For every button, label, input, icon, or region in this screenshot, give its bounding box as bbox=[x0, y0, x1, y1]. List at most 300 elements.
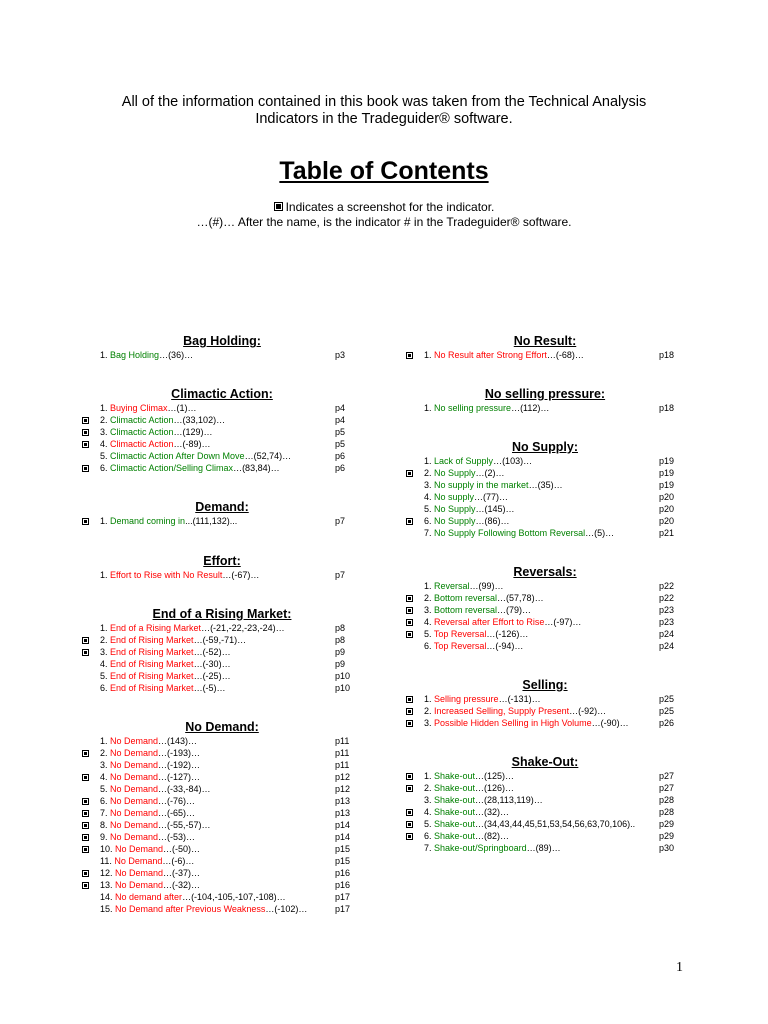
toc-entry-indicator-number: …(112)… bbox=[511, 403, 550, 413]
toc-entry-title bbox=[424, 830, 509, 842]
toc-entry-page: p4 bbox=[335, 403, 346, 413]
section-heading: No Result: bbox=[513, 334, 577, 348]
toc-entry-title bbox=[100, 569, 259, 581]
toc-entry-page: p5 bbox=[335, 427, 346, 437]
toc-entry-title bbox=[100, 450, 291, 462]
toc-entry-name: Climactic Action After Down Move bbox=[110, 451, 245, 461]
toc-entry-page: p20 bbox=[659, 492, 675, 502]
toc-entry-indicator-number: …(-97)… bbox=[544, 617, 582, 627]
toc-entry-number: 4. bbox=[424, 492, 435, 502]
toc-entry-name: No Demand after Previous Weakness bbox=[115, 904, 266, 914]
toc-entry-indicator-number: …(-33,-84)… bbox=[158, 784, 211, 794]
screenshot-bullet-icon bbox=[82, 810, 89, 817]
section-heading: Bag Holding: bbox=[183, 334, 261, 348]
toc-entry-name: Bag Holding bbox=[110, 350, 160, 360]
toc-entry-number: 8. bbox=[100, 820, 111, 830]
toc-entry-number: 2. bbox=[424, 783, 435, 793]
toc-entry-page: p9 bbox=[335, 659, 346, 669]
toc-entry-number: 1. bbox=[100, 623, 111, 633]
toc-entry-name: End of Rising Market bbox=[110, 635, 194, 645]
toc-entry-name: Reversal after Effort to Rise bbox=[434, 617, 545, 627]
screenshot-bullet-icon bbox=[82, 441, 89, 448]
toc-entry-indicator-number: …(32)… bbox=[475, 807, 510, 817]
toc-entry-title bbox=[100, 349, 193, 361]
toc-entry-name: No Supply Following Bottom Reversal bbox=[434, 528, 586, 538]
toc-entry-title bbox=[424, 349, 584, 361]
toc-entry-indicator-number: …(82)… bbox=[475, 831, 510, 841]
toc-entry-indicator-number: …(-55,-57)… bbox=[158, 820, 211, 830]
toc-entry-page: p28 bbox=[659, 807, 675, 817]
toc-entry-title bbox=[100, 819, 211, 831]
toc-entry-page: p15 bbox=[335, 856, 351, 866]
toc-entry-number: 1. bbox=[424, 403, 435, 413]
toc-entry-title bbox=[424, 616, 581, 628]
toc-entry-indicator-number: …(83,84)… bbox=[233, 463, 280, 473]
screenshot-bullet-icon bbox=[406, 809, 413, 816]
toc-entry-indicator-number: …(57,78)… bbox=[497, 593, 544, 603]
toc-entry-title bbox=[424, 515, 510, 527]
intro-line-2: Indicators in the Tradeguider® software. bbox=[255, 111, 513, 127]
toc-entry-number: 7. bbox=[100, 808, 111, 818]
toc-entry-number: 2. bbox=[100, 748, 111, 758]
toc-entry-title bbox=[424, 794, 543, 806]
toc-entry-number: 6. bbox=[100, 463, 111, 473]
toc-entry-title bbox=[100, 426, 213, 438]
toc-entry-number: 1. bbox=[100, 403, 111, 413]
toc-entry-indicator-number: …(-5)… bbox=[193, 683, 226, 693]
section-heading: No selling pressure: bbox=[484, 387, 606, 401]
toc-entry-name: No Demand bbox=[110, 736, 159, 746]
toc-entry-indicator-number: …(-59,-71)… bbox=[193, 635, 247, 645]
toc-entry-page: p19 bbox=[659, 480, 675, 490]
toc-entry-number: 2. bbox=[424, 593, 435, 603]
legend-text-1: Indicates a screenshot for the indicator. bbox=[285, 200, 495, 214]
toc-entry-page: p19 bbox=[659, 456, 675, 466]
toc-entry-name: No Supply bbox=[434, 504, 476, 514]
toc-entry-page: p11 bbox=[335, 736, 350, 746]
toc-entry-indicator-number: …(-102)… bbox=[265, 904, 308, 914]
toc-entry-number: 1. bbox=[424, 771, 435, 781]
toc-entry-number: 3. bbox=[100, 427, 111, 437]
toc-entry-number: 6. bbox=[100, 683, 111, 693]
screenshot-bullet-icon bbox=[82, 750, 89, 757]
toc-entry-indicator-number: …(99)… bbox=[469, 581, 504, 591]
toc-entry-name: No Demand bbox=[115, 844, 164, 854]
toc-entry-title bbox=[100, 771, 200, 783]
toc-entry-name: No Demand bbox=[110, 772, 159, 782]
toc-entry-title bbox=[424, 491, 508, 503]
toc-entry-page: p12 bbox=[335, 772, 351, 782]
toc-entry-number: 6. bbox=[424, 831, 435, 841]
toc-entry-indicator-number: …(-25)… bbox=[193, 671, 231, 681]
toc-entry-title bbox=[100, 795, 195, 807]
toc-entry-name: Bottom reversal bbox=[434, 605, 498, 615]
toc-entry-page: p29 bbox=[659, 819, 675, 829]
toc-entry-number: 3. bbox=[424, 480, 435, 490]
toc-entry-indicator-number: …(5)… bbox=[585, 528, 615, 538]
toc-entry-number: 15. bbox=[100, 904, 116, 914]
toc-entry-page: p23 bbox=[659, 605, 675, 615]
toc-entry-title bbox=[100, 646, 231, 658]
toc-entry-indicator-number: …(-90)… bbox=[591, 718, 629, 728]
screenshot-bullet-icon bbox=[406, 631, 413, 638]
toc-entry-name: Shake-out bbox=[434, 831, 476, 841]
toc-entry-name: End of a Rising Market bbox=[110, 623, 202, 633]
toc-entry-number: 1. bbox=[424, 350, 435, 360]
toc-entry-page: p22 bbox=[659, 581, 675, 591]
toc-entry-name: No selling pressure bbox=[434, 403, 512, 413]
toc-entry-name: Demand coming in bbox=[110, 516, 186, 526]
toc-entry-page: p25 bbox=[659, 706, 675, 716]
toc-entry-name: No supply in the market bbox=[434, 480, 529, 490]
toc-entry-name: Climactic Action bbox=[110, 415, 174, 425]
toc-entry-name: End of Rising Market bbox=[110, 647, 194, 657]
toc-entry-page: p6 bbox=[335, 451, 346, 461]
toc-entry-indicator-number: …(89)… bbox=[526, 843, 561, 853]
toc-entry-title bbox=[100, 855, 194, 867]
toc-entry-title bbox=[424, 842, 561, 854]
toc-entry-title bbox=[424, 628, 528, 640]
toc-entry-name: No demand after bbox=[115, 892, 183, 902]
toc-entry-number: 3. bbox=[100, 647, 111, 657]
toc-entry-name: No Demand bbox=[110, 748, 159, 758]
toc-entry-title bbox=[424, 693, 541, 705]
toc-entry-indicator-number: …(126)… bbox=[475, 783, 515, 793]
toc-entry-title bbox=[100, 747, 200, 759]
toc-entry-title bbox=[424, 717, 629, 729]
toc-entry-page: p7 bbox=[335, 570, 346, 580]
page-title: Table of Contents bbox=[279, 157, 489, 185]
toc-entry-number: 1. bbox=[424, 581, 435, 591]
toc-entry-indicator-number: …(125)… bbox=[475, 771, 515, 781]
toc-entry-name: No Supply bbox=[434, 468, 476, 478]
screenshot-bullet-icon bbox=[82, 846, 89, 853]
toc-entry-name: Shake-out bbox=[434, 819, 476, 829]
intro-text bbox=[0, 94, 768, 128]
screenshot-bullet-icon bbox=[406, 607, 413, 614]
toc-entry-page: p14 bbox=[335, 820, 351, 830]
toc-entry-indicator-number: …(52,74)… bbox=[244, 451, 292, 461]
toc-entry-name: End of Rising Market bbox=[110, 683, 194, 693]
toc-entry-indicator-number: …(-193)… bbox=[158, 748, 201, 758]
toc-entry-name: Buying Climax bbox=[110, 403, 168, 413]
toc-entry-page: p18 bbox=[659, 403, 675, 413]
screenshot-bullet-icon bbox=[406, 833, 413, 840]
toc-entry-page: p24 bbox=[659, 641, 675, 651]
screenshot-bullet-icon bbox=[406, 595, 413, 602]
toc-entry-title bbox=[100, 783, 211, 795]
toc-entry-page: p9 bbox=[335, 647, 346, 657]
toc-entry-name: Shake-out bbox=[434, 771, 476, 781]
toc-entry-number: 7. bbox=[424, 843, 435, 853]
screenshot-bullet-icon bbox=[406, 352, 413, 359]
toc-entry-indicator-number: ...(111,132)... bbox=[185, 516, 238, 526]
screenshot-bullet-icon bbox=[274, 202, 283, 211]
toc-entry-title bbox=[100, 867, 200, 879]
toc-entry-name: Shake-out bbox=[434, 807, 476, 817]
toc-entry-indicator-number: …(35)… bbox=[528, 480, 563, 490]
screenshot-bullet-icon bbox=[82, 822, 89, 829]
toc-entry-number: 4. bbox=[100, 439, 111, 449]
toc-entry-page: p11 bbox=[335, 748, 350, 758]
toc-entry-number: 4. bbox=[100, 659, 111, 669]
toc-entry-indicator-number: …(36)… bbox=[159, 350, 194, 360]
toc-entry-indicator-number: …(-94)… bbox=[486, 641, 524, 651]
toc-entry-title bbox=[100, 634, 246, 646]
toc-entry-indicator-number: …(-127)… bbox=[158, 772, 201, 782]
toc-entry-page: p22 bbox=[659, 593, 675, 603]
toc-entry-title bbox=[100, 622, 285, 634]
screenshot-bullet-icon bbox=[406, 785, 413, 792]
section-heading: No Supply: bbox=[512, 440, 578, 454]
toc-entry-title bbox=[100, 879, 200, 891]
toc-entry-number: 1. bbox=[424, 456, 435, 466]
screenshot-bullet-icon bbox=[82, 870, 89, 877]
toc-entry-title bbox=[424, 479, 563, 491]
toc-entry-title bbox=[424, 527, 614, 539]
toc-entry-number: 6. bbox=[424, 641, 434, 651]
toc-entry-indicator-number: …(-65)… bbox=[158, 808, 196, 818]
toc-entry-indicator-number: …(-76)… bbox=[158, 796, 196, 806]
toc-entry-page: p5 bbox=[335, 439, 346, 449]
section-heading: Climactic Action: bbox=[171, 387, 273, 401]
toc-entry-number: 1. bbox=[100, 570, 111, 580]
toc-entry-name: Shake-out bbox=[434, 783, 476, 793]
toc-entry-title bbox=[424, 782, 514, 794]
toc-entry-indicator-number: …(129)… bbox=[173, 427, 213, 437]
toc-entry-name: No Demand bbox=[115, 868, 164, 878]
toc-entry-name: No Demand bbox=[110, 820, 159, 830]
toc-entry-title bbox=[100, 438, 211, 450]
section-heading: Shake-Out: bbox=[511, 755, 579, 769]
toc-entry-title bbox=[100, 843, 200, 855]
toc-entry-number: 2. bbox=[100, 635, 111, 645]
toc-entry-page: p27 bbox=[659, 783, 675, 793]
toc-entry-number: 14. bbox=[100, 892, 116, 902]
toc-entry-page: p30 bbox=[659, 843, 675, 853]
toc-entry-title bbox=[424, 580, 504, 592]
toc-entry-indicator-number: …(-131)… bbox=[498, 694, 541, 704]
toc-entry-title bbox=[100, 891, 286, 903]
toc-entry-indicator-number: …(-50)… bbox=[163, 844, 201, 854]
toc-entry-title bbox=[100, 682, 226, 694]
toc-entry-indicator-number: …(33,102)… bbox=[173, 415, 226, 425]
toc-entry-name: Climactic Action bbox=[110, 439, 174, 449]
toc-entry-title bbox=[424, 592, 544, 604]
toc-entry-indicator-number: …(79)… bbox=[497, 605, 532, 615]
toc-entry-indicator-number: …(28,113,119)… bbox=[475, 795, 543, 805]
toc-entry-number: 13. bbox=[100, 880, 116, 890]
toc-entry-number: 10. bbox=[100, 844, 116, 854]
toc-entry-page: p19 bbox=[659, 468, 675, 478]
toc-entry-indicator-number: …(-92)… bbox=[569, 706, 607, 716]
toc-entry-page: p27 bbox=[659, 771, 675, 781]
toc-entry-indicator-number: …(1)… bbox=[167, 403, 197, 413]
toc-entry-page: p17 bbox=[335, 892, 351, 902]
toc-entry-name: No Demand bbox=[110, 832, 159, 842]
screenshot-bullet-icon bbox=[82, 649, 89, 656]
toc-entry-indicator-number: …(77)… bbox=[474, 492, 509, 502]
toc-entry-title bbox=[424, 402, 549, 414]
toc-entry-name: No Demand bbox=[110, 784, 159, 794]
section-heading: Reversals: bbox=[513, 565, 577, 579]
toc-entry-title bbox=[424, 770, 514, 782]
intro-line-1: All of the information contained in this book was taken from the Technical Analysis bbox=[121, 94, 647, 110]
legend bbox=[0, 200, 768, 230]
toc-entry-title bbox=[100, 831, 195, 843]
screenshot-bullet-icon bbox=[406, 720, 413, 727]
legend-line-1 bbox=[0, 200, 768, 215]
toc-entry-page: p11 bbox=[335, 760, 350, 770]
toc-entry-title bbox=[424, 806, 509, 818]
toc-entry-number: 1. bbox=[100, 350, 111, 360]
toc-entry-name: End of Rising Market bbox=[110, 671, 194, 681]
toc-entry-number: 1. bbox=[424, 694, 435, 704]
toc-entry-number: 5. bbox=[100, 784, 111, 794]
toc-entry-number: 7. bbox=[424, 528, 435, 538]
screenshot-bullet-icon bbox=[82, 429, 89, 436]
toc-entry-page: p20 bbox=[659, 504, 675, 514]
toc-entry-indicator-number: …(143)… bbox=[158, 736, 198, 746]
toc-entry-number: 11. bbox=[100, 856, 115, 866]
toc-entry-indicator-number: …(-67)… bbox=[222, 570, 260, 580]
screenshot-bullet-icon bbox=[406, 821, 413, 828]
screenshot-bullet-icon bbox=[406, 470, 413, 477]
toc-entry-number: 5. bbox=[100, 451, 111, 461]
toc-entry-title bbox=[100, 903, 307, 915]
toc-entry-page: p16 bbox=[335, 880, 351, 890]
toc-entry-title bbox=[100, 807, 195, 819]
toc-entry-name: No Demand bbox=[114, 856, 163, 866]
screenshot-bullet-icon bbox=[82, 882, 89, 889]
toc-entry-page: p4 bbox=[335, 415, 346, 425]
section-heading: Demand: bbox=[195, 500, 249, 514]
section-heading: Effort: bbox=[203, 554, 241, 568]
toc-entry-page: p29 bbox=[659, 831, 675, 841]
toc-entry-page: p28 bbox=[659, 795, 675, 805]
toc-entry-name: No Supply bbox=[434, 516, 476, 526]
toc-entry-number: 4. bbox=[424, 617, 435, 627]
toc-entry-indicator-number: …(86)… bbox=[475, 516, 510, 526]
toc-entry-indicator-number: …(-32)… bbox=[163, 880, 201, 890]
toc-entry-name: No Demand bbox=[110, 808, 159, 818]
toc-entry-title bbox=[424, 604, 531, 616]
toc-entry-number: 2. bbox=[424, 706, 435, 716]
screenshot-bullet-icon bbox=[406, 773, 413, 780]
toc-entry-page: p24 bbox=[659, 629, 675, 639]
toc-entry-title bbox=[100, 402, 197, 414]
toc-entry-indicator-number: …(-126)… bbox=[486, 629, 529, 639]
toc-entry-number: 5. bbox=[424, 629, 434, 639]
toc-entry-name: Possible Hidden Selling in High Volume bbox=[434, 718, 592, 728]
page-number: 1 bbox=[676, 960, 683, 975]
toc-entry-title bbox=[100, 759, 200, 771]
toc-entry-page: p25 bbox=[659, 694, 675, 704]
toc-entry-number: 6. bbox=[100, 796, 111, 806]
toc-entry-page: p23 bbox=[659, 617, 675, 627]
screenshot-bullet-icon bbox=[82, 774, 89, 781]
screenshot-bullet-icon bbox=[406, 518, 413, 525]
screenshot-bullet-icon bbox=[406, 619, 413, 626]
toc-entry-page: p17 bbox=[335, 904, 351, 914]
toc-entry-name: Climactic Action/Selling Climax bbox=[110, 463, 234, 473]
screenshot-bullet-icon bbox=[82, 518, 89, 525]
screenshot-bullet-icon bbox=[82, 417, 89, 424]
toc-entry-indicator-number: …(145)… bbox=[475, 504, 515, 514]
toc-entry-name: Effort to Rise with No Result bbox=[110, 570, 223, 580]
section-heading: End of a Rising Market: bbox=[152, 607, 292, 621]
screenshot-bullet-icon bbox=[82, 798, 89, 805]
toc-entry-indicator-number: …(2)… bbox=[475, 468, 505, 478]
toc-entry-indicator-number: …(-6)… bbox=[162, 856, 195, 866]
toc-entry-number: 6. bbox=[424, 516, 435, 526]
toc-entry-number: 12. bbox=[100, 868, 116, 878]
toc-entry-title bbox=[100, 658, 231, 670]
toc-entry-name: Shake-out bbox=[434, 795, 476, 805]
toc-entry-title bbox=[424, 467, 505, 479]
toc-entry-name: No Result after Strong Effort bbox=[434, 350, 547, 360]
toc-entry-indicator-number: …(103)… bbox=[493, 456, 533, 466]
toc-entry-number: 5. bbox=[100, 671, 111, 681]
toc-entry-name: End of Rising Market bbox=[110, 659, 194, 669]
toc-entry-page: p12 bbox=[335, 784, 351, 794]
toc-entry-page: p6 bbox=[335, 463, 346, 473]
toc-entry-page: p20 bbox=[659, 516, 675, 526]
toc-entry-page: p14 bbox=[335, 832, 351, 842]
toc-entry-name: Increased Selling, Supply Present bbox=[434, 706, 570, 716]
toc-entry-number: 3. bbox=[100, 760, 111, 770]
toc-entry-title bbox=[424, 705, 606, 717]
toc-entry-page: p10 bbox=[335, 671, 351, 681]
toc-entry-page: p7 bbox=[335, 516, 346, 526]
toc-entry-indicator-number: …(-192)… bbox=[158, 760, 201, 770]
toc-entry-title bbox=[424, 640, 523, 652]
toc-entry-number: 2. bbox=[424, 468, 435, 478]
toc-entry-page: p8 bbox=[335, 635, 346, 645]
toc-entry-name: No Demand bbox=[110, 796, 159, 806]
toc-entry-number: 4. bbox=[424, 807, 435, 817]
toc-entry-name: Climactic Action bbox=[110, 427, 174, 437]
toc-entry-number: 2. bbox=[100, 415, 111, 425]
legend-line-2: …(#)… After the name, is the indicator # in the Tradeguider® software. bbox=[196, 215, 572, 229]
toc-entry-title bbox=[424, 818, 635, 830]
screenshot-bullet-icon bbox=[82, 834, 89, 841]
toc-entry-name: No supply bbox=[434, 492, 475, 502]
toc-entry-indicator-number: …(-89)… bbox=[173, 439, 211, 449]
toc-entry-title bbox=[100, 670, 231, 682]
toc-entry-page: p21 bbox=[659, 528, 675, 538]
toc-entry-page: p3 bbox=[335, 350, 346, 360]
toc-entry-indicator-number: …(-21,-22,-23,-24)… bbox=[201, 623, 285, 633]
toc-entry-page: p10 bbox=[335, 683, 351, 693]
toc-entry-name: Bottom reversal bbox=[434, 593, 498, 603]
toc-entry-indicator-number: …(-104,-105,-107,-108)… bbox=[182, 892, 286, 902]
toc-entry-number: 4. bbox=[100, 772, 111, 782]
toc-entry-indicator-number: …(-52)… bbox=[193, 647, 231, 657]
toc-entry-indicator-number: …(-37)… bbox=[163, 868, 201, 878]
screenshot-bullet-icon bbox=[82, 465, 89, 472]
toc-entry-name: Reversal bbox=[434, 581, 470, 591]
toc-entry-indicator-number: …(34,43,44,45,51,53,54,56,63,70,106).. bbox=[475, 819, 636, 829]
toc-entry-title bbox=[100, 462, 280, 474]
screenshot-bullet-icon bbox=[406, 708, 413, 715]
toc-entry-indicator-number: …(-68)… bbox=[546, 350, 584, 360]
toc-entry-page: p16 bbox=[335, 868, 351, 878]
toc-entry-page: p8 bbox=[335, 623, 346, 633]
toc-entry-indicator-number: …(-30)… bbox=[193, 659, 231, 669]
toc-entry-number: 5. bbox=[424, 504, 435, 514]
toc-entry-name: Selling pressure bbox=[434, 694, 499, 704]
